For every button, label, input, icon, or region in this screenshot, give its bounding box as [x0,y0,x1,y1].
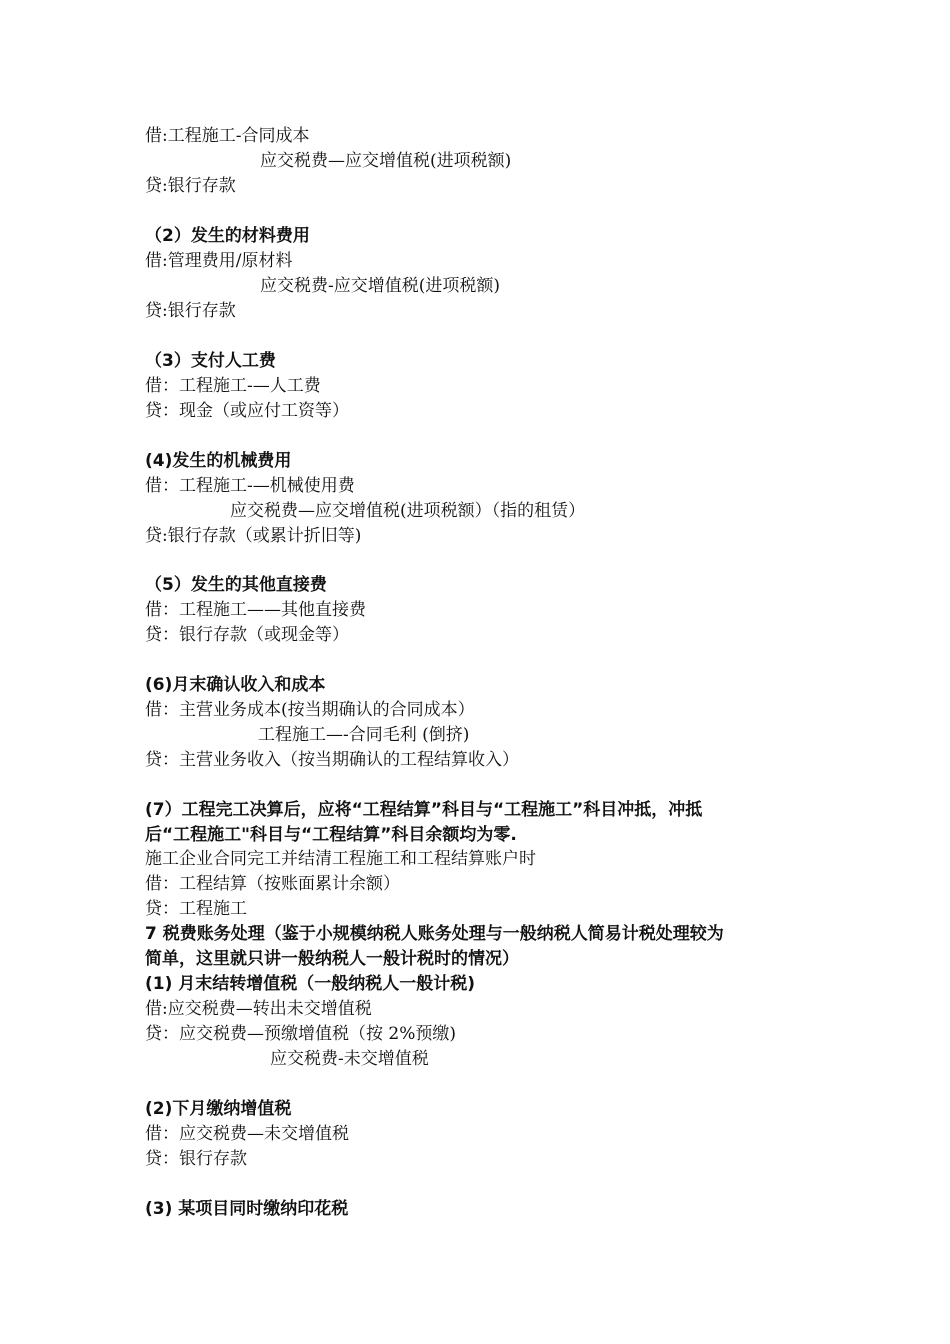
entry-line: 贷：工程施工 [145,899,247,919]
section-heading: （5）发生的其他直接费 [145,575,327,595]
entry-line: 贷：现金（或应付工资等） [145,401,349,421]
section-heading: 7 税费账务处理（鉴于小规模纳税人账务处理与一般纳税人简易计税处理较为 [145,924,724,944]
section-heading: (2)下月缴纳增值税 [145,1099,292,1119]
entry-line: 贷：应交税费—预缴增值税（按 2%预缴) [145,1024,457,1044]
entry-line: 借：工程施工-—机械使用费 [145,476,355,496]
entry-line: 应交税费—应交增值税(进项税额) [260,151,512,171]
entry-line: 借：工程施工-—人工费 [145,376,321,396]
section-heading: （2）发生的材料费用 [145,226,310,246]
section-heading: 简单，这里就只讲一般纳税人一般计税时的情况） [145,949,519,969]
entry-line: 借:管理费用/原材料 [145,251,293,271]
section-heading: （3）支付人工费 [145,351,276,371]
entry-line: 应交税费-未交增值税 [270,1049,429,1069]
section-heading: (1) 月末结转增值税（一般纳税人一般计税) [145,974,476,994]
entry-line: 借：应交税费—未交增值税 [145,1124,349,1144]
entry-line: 贷:银行存款 [145,176,236,196]
entry-line: 借:工程施工-合同成本 [145,126,310,146]
entry-line: 应交税费-应交增值税(进项税额) [260,276,501,296]
entry-line: 应交税费—应交增值税(进项税额）（指的租赁） [230,501,586,521]
entry-line: 借：工程结算（按账面累计余额） [145,874,400,894]
section-heading: (3) 某项目同时缴纳印花税 [145,1199,349,1219]
section-heading: (4)发生的机械费用 [145,451,292,471]
section-heading: (7）工程完工决算后，应将“工程结算”科目与“工程施工”科目冲抵，冲抵 [145,800,703,820]
section-heading: (6)月末确认收入和成本 [145,675,326,695]
entry-line: 借：工程施工——其他直接费 [145,600,366,620]
entry-line: 借：主营业务成本(按当期确认的合同成本） [145,700,475,720]
entry-line: 贷：主营业务收入（按当期确认的工程结算收入） [145,750,519,770]
entry-line: 施工企业合同完工并结清工程施工和工程结算账户时 [145,849,536,869]
entry-line: 借:应交税费—转出未交增值税 [145,999,372,1019]
entry-line: 贷:银行存款（或累计折旧等) [145,526,362,546]
entry-line: 贷：银行存款 [145,1149,247,1169]
section-heading: 后“工程施工"科目与“工程结算”科目余额均为零. [145,825,517,845]
entry-line: 贷:银行存款 [145,301,236,321]
entry-line: 贷：银行存款（或现金等） [145,625,349,645]
entry-line: 工程施工—-合同毛利 (倒挤) [258,725,470,745]
